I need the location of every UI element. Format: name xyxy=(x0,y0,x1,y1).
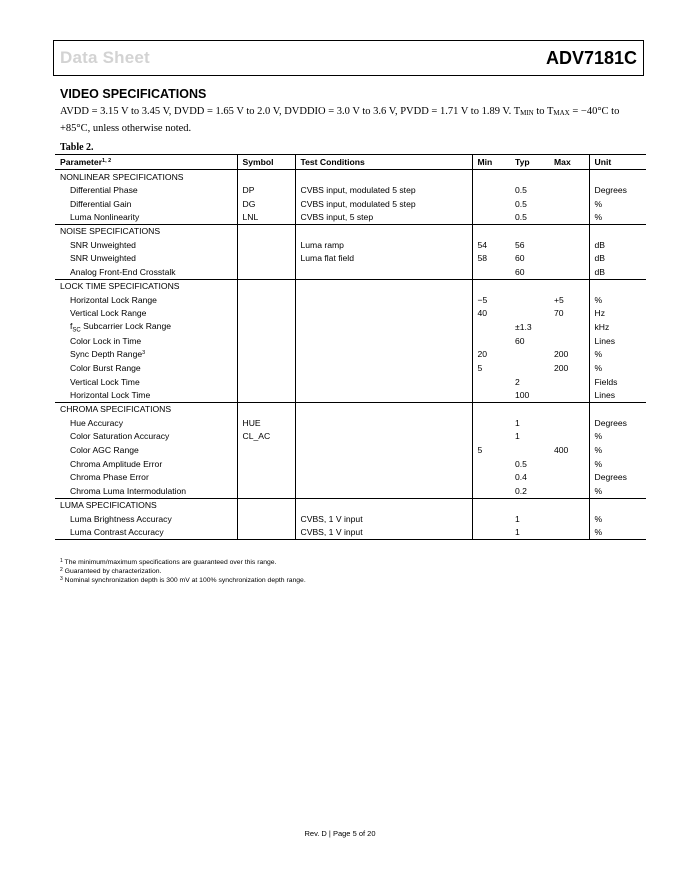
typ-cell: ±1.3 xyxy=(515,321,532,332)
min-cell: 5 xyxy=(472,443,510,457)
symbol-cell xyxy=(237,525,295,539)
empty-cell xyxy=(589,279,646,293)
condition-cell xyxy=(295,457,472,471)
symbol-cell xyxy=(237,306,295,320)
typ-cell: 2 xyxy=(515,376,520,387)
unit-cell: Lines xyxy=(589,334,646,348)
header-min: Min xyxy=(472,155,510,170)
empty-cell xyxy=(589,498,646,512)
condition-cell: CVBS, 1 V input xyxy=(295,512,472,526)
max-cell xyxy=(549,375,589,389)
symbol-cell xyxy=(237,484,295,498)
empty-cell xyxy=(549,402,589,416)
group-title: LUMA SPECIFICATIONS xyxy=(60,500,157,511)
symbol-cell: DP xyxy=(237,183,295,197)
symbol-cell xyxy=(237,347,295,361)
min-cell xyxy=(472,211,510,225)
empty-cell xyxy=(549,170,589,184)
min-cell xyxy=(472,512,510,526)
typ-cell: 1 xyxy=(515,417,520,428)
table-row xyxy=(55,334,646,348)
unit-cell: % xyxy=(589,361,646,375)
condition-cell xyxy=(295,375,472,389)
max-cell xyxy=(549,512,589,526)
symbol-cell: CL_AC xyxy=(237,430,295,444)
header-typ: Typ xyxy=(510,155,549,170)
max-cell: +5 xyxy=(554,294,564,305)
max-cell: 400 xyxy=(554,445,569,456)
typ-cell: 0.4 xyxy=(515,472,527,483)
part-number: ADV7181C xyxy=(545,48,637,68)
unit-cell: dB xyxy=(589,252,646,266)
condition-cell: Luma flat field xyxy=(295,252,472,266)
empty-cell xyxy=(549,279,589,293)
table-row xyxy=(55,512,646,526)
table-group-row xyxy=(55,402,646,416)
min-cell xyxy=(472,320,510,334)
spec-table xyxy=(55,154,646,540)
empty-cell xyxy=(589,170,646,184)
typ-cell: 60 xyxy=(515,335,525,346)
unit-cell: % xyxy=(589,197,646,211)
param-cell: Vertical Lock Range xyxy=(70,308,147,319)
header-unit: Unit xyxy=(589,155,646,170)
symbol-cell xyxy=(237,265,295,279)
header-parameter: Parameter$^{1, 2}$ xyxy=(55,155,237,170)
empty-cell xyxy=(589,402,646,416)
empty-cell xyxy=(472,402,510,416)
condition-cell: Luma ramp xyxy=(295,238,472,252)
min-cell xyxy=(472,416,510,430)
unit-cell: % xyxy=(589,484,646,498)
max-cell xyxy=(549,211,589,225)
symbol-cell xyxy=(237,293,295,307)
empty-cell xyxy=(472,279,510,293)
table-row xyxy=(55,238,646,252)
empty-cell xyxy=(549,498,589,512)
unit-cell: % xyxy=(589,512,646,526)
empty-cell xyxy=(472,498,510,512)
symbol-cell xyxy=(237,512,295,526)
param-cell: Differential Gain xyxy=(70,198,132,209)
typ-cell: 1 xyxy=(515,513,520,524)
max-cell xyxy=(549,265,589,279)
min-cell xyxy=(472,265,510,279)
typ-cell xyxy=(510,347,549,361)
group-title: NONLINEAR SPECIFICATIONS xyxy=(60,171,184,182)
param-cell: Luma Contrast Accuracy xyxy=(55,525,237,539)
unit-cell: Lines xyxy=(589,389,646,403)
symbol-cell xyxy=(237,389,295,403)
param-cell: Vertical Lock Time xyxy=(70,376,140,387)
param-cell: Sync Depth Range$^3$ xyxy=(70,349,146,360)
typ-cell: 60 xyxy=(510,265,549,279)
spec-table-body xyxy=(55,170,646,540)
min-cell xyxy=(472,484,510,498)
param-cell: $f_{SC}$ Subcarrier Lock Range xyxy=(70,320,172,334)
param-cell: Luma Brightness Accuracy xyxy=(70,513,172,524)
symbol-cell: DG xyxy=(237,197,295,211)
symbol-cell xyxy=(237,375,295,389)
typ-cell: 60 xyxy=(515,253,525,264)
empty-cell xyxy=(237,498,295,512)
condition-cell xyxy=(295,334,472,348)
table-row xyxy=(55,265,646,279)
empty-cell xyxy=(510,224,549,238)
param-cell: Chroma Amplitude Error xyxy=(70,458,163,469)
typ-cell: 0.2 xyxy=(510,484,549,498)
table-row xyxy=(55,293,646,307)
table-group-row xyxy=(55,224,646,238)
max-cell xyxy=(549,183,589,197)
symbol-cell xyxy=(237,238,295,252)
min-cell xyxy=(472,525,510,539)
empty-cell xyxy=(510,498,549,512)
min-cell xyxy=(472,430,510,444)
unit-cell: % xyxy=(589,293,646,307)
max-cell: 200 xyxy=(554,362,569,373)
param-cell: Chroma Luma Intermodulation xyxy=(55,484,237,498)
table-group-row xyxy=(55,279,646,293)
condition-cell xyxy=(295,361,472,375)
condition-cell xyxy=(295,484,472,498)
typ-cell: 56 xyxy=(515,239,525,250)
table-row xyxy=(55,430,646,444)
table-row xyxy=(55,416,646,430)
table-row xyxy=(55,443,646,457)
group-title: CHROMA SPECIFICATIONS xyxy=(60,404,172,415)
max-cell xyxy=(549,252,589,266)
max-cell xyxy=(549,197,589,211)
empty-cell xyxy=(295,170,472,184)
table-row xyxy=(55,183,646,197)
max-cell xyxy=(549,334,589,348)
unit-cell: Hz xyxy=(589,306,646,320)
table-row xyxy=(55,361,646,375)
operating-conditions: AVDD = 3.15 V to 3.45 V, DVDD = 1.65 V to 2.0 V, DVDDIO = 3.0 V to 3.6 V, PVDD = 1.71 V to 1.89 V. $T_{MIN}$ to $T_{MAX} = -40^\circ C$ to +85°C, unless otherwise noted. xyxy=(60,106,620,134)
param-cell: Color AGC Range xyxy=(70,445,139,456)
min-cell xyxy=(472,197,510,211)
max-cell xyxy=(549,471,589,485)
param-cell: Horizontal Lock Range xyxy=(70,294,157,305)
header-symbol: Symbol xyxy=(237,155,295,170)
empty-cell xyxy=(472,224,510,238)
param-cell: SNR Unweighted xyxy=(70,253,136,264)
condition-cell xyxy=(295,443,472,457)
table-group-row xyxy=(55,170,646,184)
table-row xyxy=(55,389,646,403)
empty-cell xyxy=(295,402,472,416)
empty-cell xyxy=(295,498,472,512)
empty-cell xyxy=(237,224,295,238)
unit-cell: % xyxy=(589,430,646,444)
unit-cell: % xyxy=(589,443,646,457)
condition-cell: CVBS input, modulated 5 step xyxy=(295,197,472,211)
condition-cell xyxy=(295,306,472,320)
param-cell: Color Burst Range xyxy=(70,362,141,373)
unit-cell: % xyxy=(589,457,646,471)
max-cell xyxy=(549,389,589,403)
condition-cell xyxy=(295,416,472,430)
typ-cell: 100 xyxy=(510,389,549,403)
empty-cell xyxy=(295,279,472,293)
min-cell xyxy=(472,457,510,471)
typ-cell xyxy=(510,306,549,320)
min-cell: 40 xyxy=(472,306,510,320)
max-cell: 70 xyxy=(554,308,564,319)
symbol-cell xyxy=(237,471,295,485)
min-cell xyxy=(472,334,510,348)
header-test-conditions: Test Conditions xyxy=(295,155,472,170)
typ-cell xyxy=(510,361,549,375)
condition-cell xyxy=(295,389,472,403)
table-row xyxy=(55,484,646,498)
empty-cell xyxy=(237,170,295,184)
max-cell xyxy=(549,484,589,498)
min-cell xyxy=(472,389,510,403)
footnote-1: $^1$ The minimum/maximum specifications are guaranteed over this range. xyxy=(60,558,277,566)
min-cell: 20 xyxy=(472,347,510,361)
table-row xyxy=(55,252,646,266)
table-row xyxy=(55,525,646,539)
condition-cell: CVBS, 1 V input xyxy=(295,525,472,539)
table-row xyxy=(55,347,646,361)
empty-cell xyxy=(589,224,646,238)
unit-cell: Degrees xyxy=(589,416,646,430)
empty-cell xyxy=(295,224,472,238)
table-row xyxy=(55,471,646,485)
empty-cell xyxy=(472,170,510,184)
min-cell xyxy=(472,183,510,197)
condition-cell xyxy=(295,293,472,307)
table-row xyxy=(55,197,646,211)
max-cell xyxy=(549,430,589,444)
param-cell: Color Lock in Time xyxy=(70,335,142,346)
unit-cell: % xyxy=(589,211,646,225)
typ-cell: 1 xyxy=(510,525,549,539)
typ-cell: 0.5 xyxy=(515,185,527,196)
empty-cell xyxy=(237,279,295,293)
param-cell: SNR Unweighted xyxy=(70,239,136,250)
symbol-cell xyxy=(237,252,295,266)
symbol-cell xyxy=(237,320,295,334)
unit-cell: kHz xyxy=(589,320,646,334)
max-cell xyxy=(549,238,589,252)
unit-cell: % xyxy=(589,347,646,361)
table-row xyxy=(55,375,646,389)
table-header-row xyxy=(55,155,646,170)
max-cell xyxy=(549,320,589,334)
unit-cell: Fields xyxy=(589,375,646,389)
condition-cell xyxy=(295,430,472,444)
doc-type-label: Data Sheet xyxy=(60,48,150,67)
param-cell: Differential Phase xyxy=(70,185,138,196)
empty-cell xyxy=(237,402,295,416)
table-title: Table 2. xyxy=(60,142,94,153)
unit-cell: Degrees xyxy=(589,183,646,197)
condition-cell xyxy=(295,347,472,361)
table-row xyxy=(55,320,646,334)
condition-cell xyxy=(295,265,472,279)
param-cell: Analog Front-End Crosstalk xyxy=(55,265,237,279)
min-cell: −5 xyxy=(472,293,510,307)
typ-cell xyxy=(510,293,549,307)
unit-cell: % xyxy=(589,525,646,539)
page-header xyxy=(53,40,644,76)
symbol-cell xyxy=(237,361,295,375)
min-cell: 5 xyxy=(472,361,510,375)
unit-cell: dB xyxy=(589,265,646,279)
empty-cell xyxy=(510,170,549,184)
symbol-cell: LNL xyxy=(237,211,295,225)
typ-cell: 0.5 xyxy=(515,458,527,469)
table-row xyxy=(55,306,646,320)
symbol-cell: HUE xyxy=(237,416,295,430)
symbol-cell xyxy=(237,457,295,471)
max-cell xyxy=(549,416,589,430)
footnote-3: $^3$ Nominal synchronization depth is 300 mV at 100% synchronization depth range. xyxy=(60,576,306,584)
page-footer: Rev. D | Page 5 of 20 xyxy=(304,829,376,838)
min-cell: 54 xyxy=(472,238,510,252)
table-row xyxy=(55,457,646,471)
typ-cell: 0.5 xyxy=(510,211,549,225)
header-max: Max xyxy=(549,155,589,170)
footnote-2: $^2$ Guaranteed by characterization. xyxy=(60,567,162,575)
max-cell xyxy=(549,525,589,539)
condition-cell: CVBS input, modulated 5 step xyxy=(295,183,472,197)
table-row xyxy=(55,211,646,225)
param-cell: Color Saturation Accuracy xyxy=(70,431,170,442)
param-cell: Luma Nonlinearity xyxy=(55,211,237,225)
unit-cell: Degrees xyxy=(589,471,646,485)
typ-cell: 0.5 xyxy=(515,198,527,209)
max-cell xyxy=(549,457,589,471)
condition-cell xyxy=(295,471,472,485)
min-cell: 58 xyxy=(472,252,510,266)
typ-cell xyxy=(510,443,549,457)
param-cell: Hue Accuracy xyxy=(70,417,124,428)
condition-cell: CVBS input, 5 step xyxy=(295,211,472,225)
param-cell: Chroma Phase Error xyxy=(70,472,149,483)
group-title: LOCK TIME SPECIFICATIONS xyxy=(60,281,180,292)
group-title: NOISE SPECIFICATIONS xyxy=(60,226,161,237)
empty-cell xyxy=(510,402,549,416)
unit-cell: dB xyxy=(589,238,646,252)
section-title: VIDEO SPECIFICATIONS xyxy=(60,87,207,101)
symbol-cell xyxy=(237,334,295,348)
param-cell: Horizontal Lock Time xyxy=(55,389,237,403)
min-cell xyxy=(472,375,510,389)
table-group-row xyxy=(55,498,646,512)
typ-cell: 1 xyxy=(515,431,520,442)
min-cell xyxy=(472,471,510,485)
symbol-cell xyxy=(237,443,295,457)
max-cell: 200 xyxy=(554,349,569,360)
condition-cell xyxy=(295,320,472,334)
empty-cell xyxy=(549,224,589,238)
empty-cell xyxy=(510,279,549,293)
